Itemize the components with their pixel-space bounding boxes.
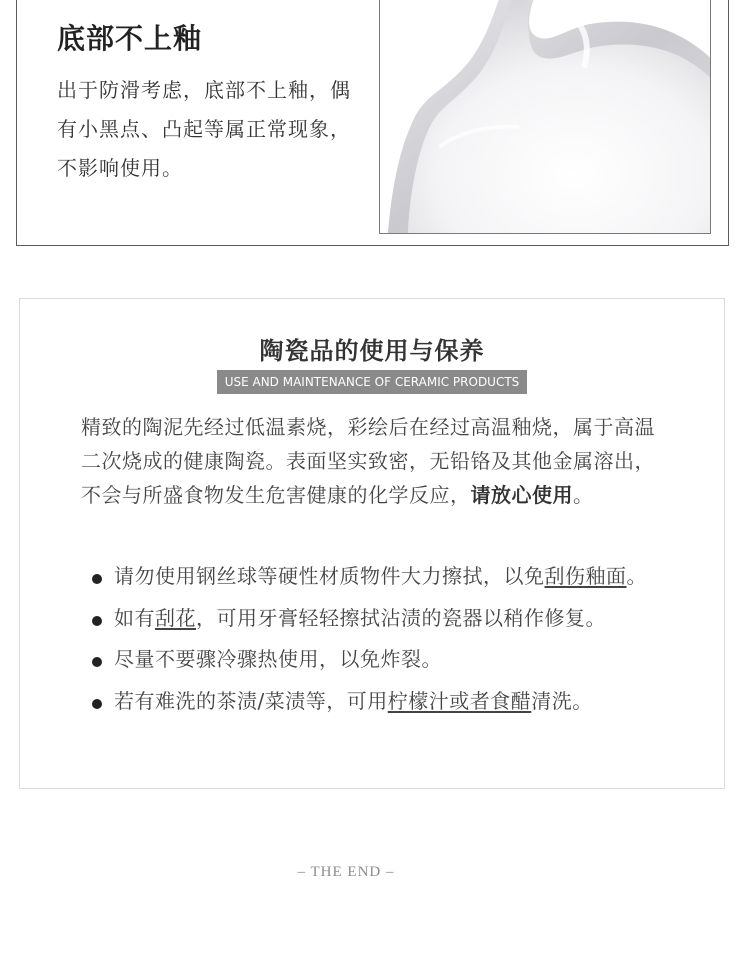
- care-paragraph-text: 精致的陶泥先经过低温素烧，彩绘后在经过高温釉烧，属于高温二次烧成的健康陶瓷。表面坚实致密，无铅铬及其他金属溶出，不会与所盛食物发生危害健康的化学反应，: [81, 415, 655, 507]
- tip-text: 请勿使用钢丝球等硬性材质物件大力擦拭，以免: [114, 564, 545, 588]
- care-instructions-card: [19, 298, 725, 789]
- care-subtitle: USE AND MAINTENANCE OF CERAMIC PRODUCTS: [217, 370, 528, 394]
- care-tip: [92, 598, 712, 640]
- bullet-icon: [92, 616, 102, 626]
- the-end-footer: – THE END –: [297, 864, 395, 880]
- tip-underlined: 刮花: [155, 605, 196, 630]
- care-tip: [92, 681, 712, 723]
- glaze-title: 底部不上釉: [57, 22, 203, 55]
- glaze-description: 出于防滑考虑，底部不上釉，偶有小黑点、凸起等属正常现象，不影响使用。: [57, 78, 351, 180]
- care-paragraph-emphasis: 请放心使用: [470, 483, 573, 507]
- tip-text: 若有难洗的茶渍/菜渍等，可用: [114, 688, 388, 713]
- ceramic-plate-photo: [379, 0, 711, 234]
- bullet-icon: [92, 699, 102, 709]
- tip-underlined: 刮伤釉面: [544, 564, 627, 588]
- care-title: 陶瓷品的使用与保养: [259, 337, 485, 365]
- glaze-info-card: [16, 0, 729, 246]
- care-paragraph: [81, 410, 671, 512]
- bullet-icon: [92, 574, 102, 584]
- ceramic-plate-photo-icon: [380, 0, 710, 233]
- care-tips-list: [92, 556, 712, 722]
- tip-text: 如有: [114, 605, 155, 630]
- tip-text-end: ，可用牙膏轻轻擦拭沾渍的瓷器以稍作修复。: [196, 605, 606, 630]
- care-paragraph-end: 。: [573, 483, 594, 507]
- bullet-icon: [92, 657, 102, 667]
- tip-underlined: 柠檬汁或者食醋: [387, 688, 532, 713]
- tip-text: 尽量不要骤冷骤热使用，以免炸裂。: [114, 647, 442, 671]
- tip-text-end: 清洗。: [531, 688, 593, 713]
- tip-text-end: 。: [626, 564, 647, 588]
- care-tip: [92, 639, 712, 681]
- care-tip: [92, 556, 712, 598]
- care-subtitle-wrap: [20, 370, 724, 394]
